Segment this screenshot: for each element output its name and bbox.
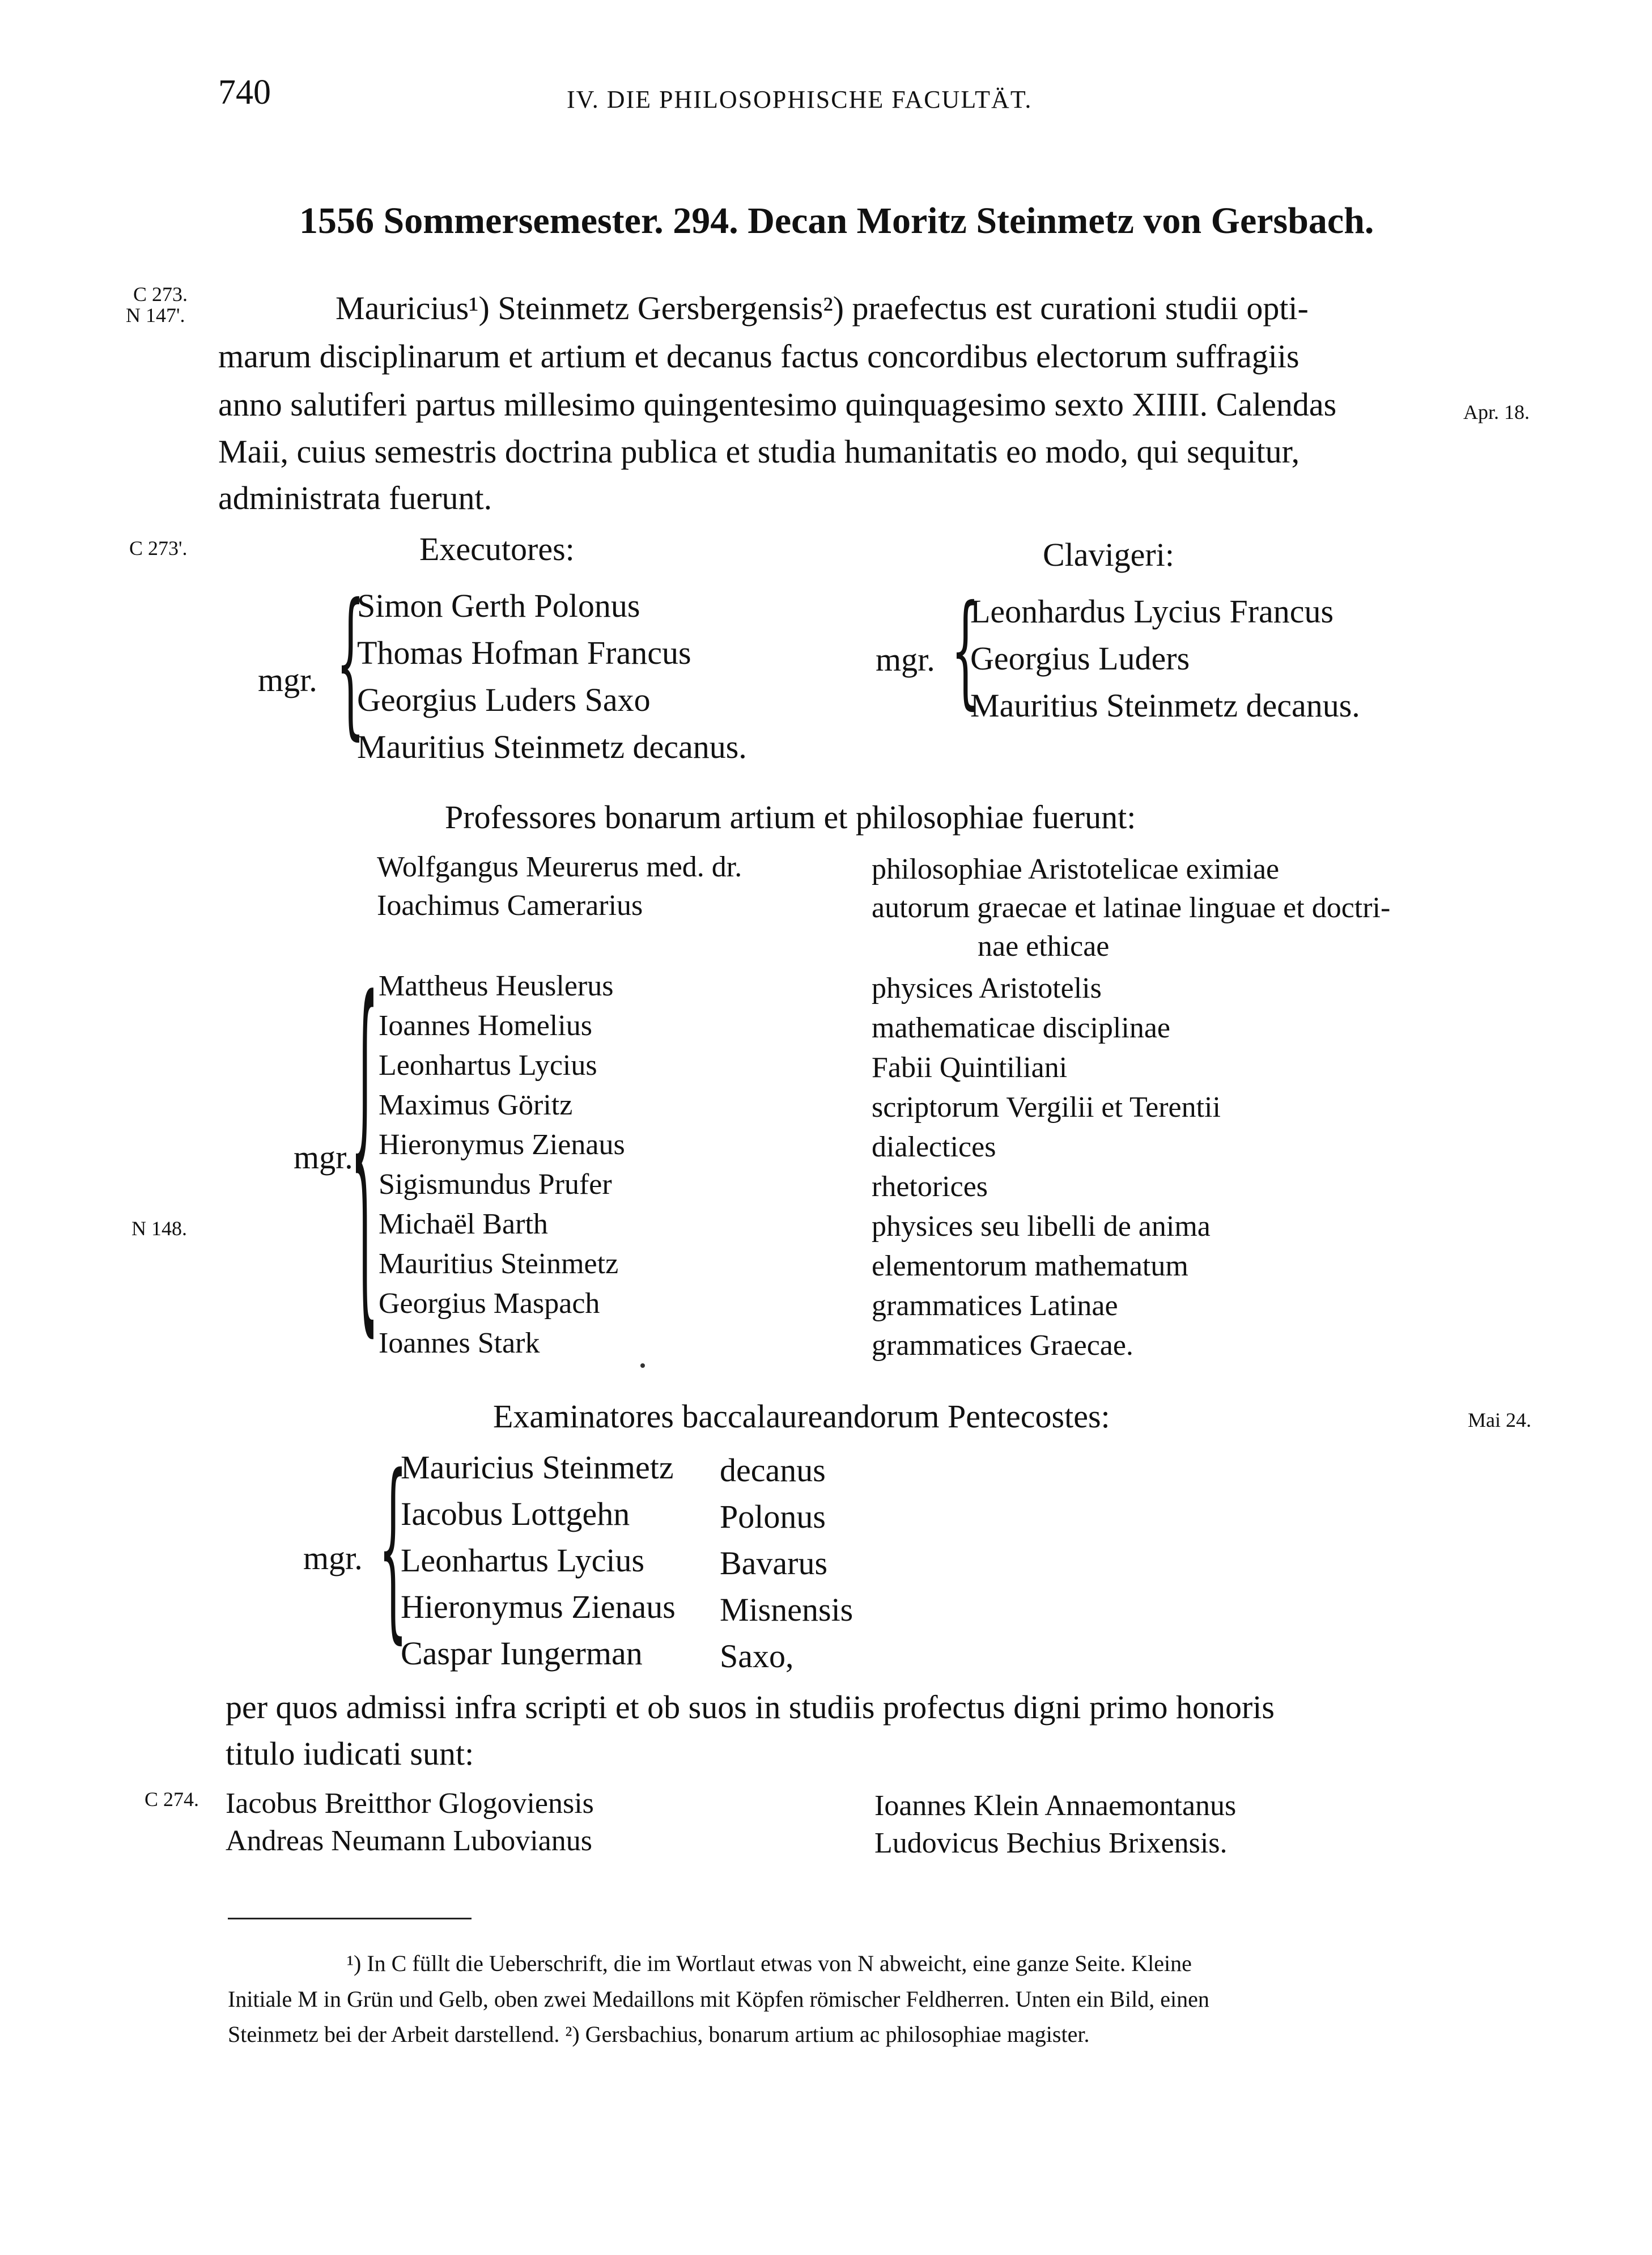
admission-line: titulo iudicati sunt: [226, 1735, 474, 1772]
examinator-name: Caspar Iungerman [401, 1635, 643, 1672]
executor-name: Georgius Luders Saxo [357, 681, 651, 718]
clavigeri-name: Mauritius Steinmetz decanus. [970, 687, 1360, 724]
intro-line: Mauricius¹) Steinmetz Gersbergensis²) praefectus est curationi studii opti- [336, 290, 1309, 327]
professor-subject: autorum graecae et latinae linguae et doctri- [872, 892, 1391, 924]
professor-name: Sigismundus Prufer [379, 1168, 612, 1201]
admission-line: per quos admissi infra scripti et ob suos in studiis profectus digni primo honoris [226, 1689, 1275, 1726]
page-number: 740 [218, 73, 271, 112]
professor-name: Ioachimus Camerarius [377, 889, 643, 922]
professor-name: Georgius Maspach [379, 1287, 600, 1320]
professor-subject: elementorum mathematum [872, 1250, 1188, 1282]
margin-note-n148: N 148. [131, 1217, 187, 1240]
professores-brace: { [350, 925, 379, 1368]
examinator-origin: Misnensis [720, 1591, 853, 1628]
intro-line: Maii, cuius semestris doctrina publica et studia humanitatis eo modo, qui sequitur, [218, 433, 1300, 470]
executores-heading: Executores: [419, 531, 575, 567]
footnote-line: ¹) In C füllt die Ueberschrift, die im Wortlaut etwas von N abweicht, eine ganze Seite. Kleine [347, 1951, 1192, 1976]
professor-subject-continued: nae ethicae [978, 930, 1110, 963]
margin-note-c274: C 274. [145, 1788, 199, 1811]
professor-name: Wolfgangus Meurerus med. dr. [377, 851, 742, 883]
professor-subject: dialectices [872, 1131, 996, 1163]
professor-subject: rhetorices [872, 1171, 988, 1203]
professor-subject: scriptorum Vergilii et Terentii [872, 1091, 1221, 1124]
professor-subject: physices Aristotelis [872, 972, 1102, 1004]
clavigeri-heading: Clavigeri: [1043, 536, 1174, 573]
professor-subject: grammatices Latinae [872, 1290, 1118, 1322]
examinator-name: Iacobus Lottgehn [401, 1495, 630, 1532]
professor-name: Ioannes Stark [379, 1327, 540, 1359]
baccalaureus-name: Iacobus Breitthor Glogoviensis [226, 1787, 594, 1820]
executor-name: Thomas Hofman Francus [357, 634, 691, 671]
footnote-rule [228, 1918, 472, 1919]
section-heading: 1556 Sommersemester. 294. Decan Moritz Steinmetz von Gersbach. [299, 200, 1374, 241]
clavigeri-mgr-label: mgr. [876, 641, 935, 678]
margin-note-date-mai: Mai 24. [1468, 1409, 1531, 1431]
professor-subject: mathematicae disciplinae [872, 1012, 1170, 1044]
executor-name: Mauritius Steinmetz decanus. [357, 728, 747, 765]
examinator-origin: Bavarus [720, 1545, 828, 1582]
examinatores-brace: { [379, 1434, 407, 1661]
executores-mgr-label: mgr. [258, 662, 317, 698]
examinatores-mgr-label: mgr. [303, 1540, 363, 1576]
intro-line: anno salutiferi partus millesimo quingentesimo quinquagesimo sexto XIIII. Calendas [218, 386, 1337, 423]
professor-name: Leonhartus Lycius [379, 1049, 597, 1082]
margin-note-n147: N 147'. [126, 304, 185, 327]
margin-note-date-apr: Apr. 18. [1463, 401, 1530, 423]
professor-name: Mattheus Heuslerus [379, 970, 614, 1002]
examinator-origin: Saxo, [720, 1638, 794, 1675]
clavigeri-brace: { [951, 579, 980, 722]
executor-name: Simon Gerth Polonus [357, 587, 640, 624]
margin-note-c273: C 273. [133, 283, 188, 306]
examinator-name: Mauricius Steinmetz [401, 1449, 674, 1486]
clavigeri-name: Georgius Luders [970, 640, 1190, 677]
executores-brace: { [336, 570, 365, 755]
professor-subject: physices seu libelli de anima [872, 1210, 1211, 1243]
running-title: IV. DIE PHILOSOPHISCHE FACULTÄT. [567, 86, 1033, 113]
examinator-origin: decanus [720, 1452, 826, 1489]
baccalaureus-name: Ioannes Klein Annaemontanus [874, 1790, 1237, 1822]
print-speck [640, 1363, 645, 1368]
intro-line: marum disciplinarum et artium et decanus factus concordibus electorum suffragiis [218, 338, 1299, 375]
examinatores-heading: Examinatores baccalaureandorum Pentecostes: [493, 1398, 1110, 1435]
examinator-name: Leonhartus Lycius [401, 1542, 645, 1579]
margin-note-c273b: C 273'. [129, 537, 188, 559]
professor-subject: grammatices Graecae. [872, 1329, 1133, 1362]
examinator-name: Hieronymus Zienaus [401, 1588, 676, 1625]
professores-heading: Professores bonarum artium et philosophiae fuerunt: [445, 799, 1136, 836]
professores-mgr-label: mgr. [294, 1139, 353, 1176]
professor-name: Michaël Barth [379, 1208, 548, 1240]
footnote-line: Initiale M in Grün und Gelb, oben zwei Medaillons mit Köpfen römischer Feldherren. Unten ein Bild, einen [228, 1986, 1209, 2012]
professor-name: Hieronymus Zienaus [379, 1129, 625, 1161]
professor-name: Ioannes Homelius [379, 1010, 592, 1042]
professor-name: Maximus Göritz [379, 1089, 573, 1121]
examinator-origin: Polonus [720, 1498, 826, 1535]
footnote-line: Steinmetz bei der Arbeit darstellend. ²) Gersbachius, bonarum artium ac philosophiae magister. [228, 2021, 1090, 2047]
intro-line: administrata fuerunt. [218, 480, 492, 516]
professor-subject: philosophiae Aristotelicae eximiae [872, 853, 1280, 885]
clavigeri-name: Leonhardus Lycius Francus [970, 593, 1334, 630]
professor-name: Mauritius Steinmetz [379, 1248, 619, 1280]
professor-subject: Fabii Quintiliani [872, 1052, 1068, 1084]
baccalaureus-name: Ludovicus Bechius Brixensis. [874, 1827, 1228, 1859]
baccalaureus-name: Andreas Neumann Lubovianus [226, 1825, 592, 1857]
